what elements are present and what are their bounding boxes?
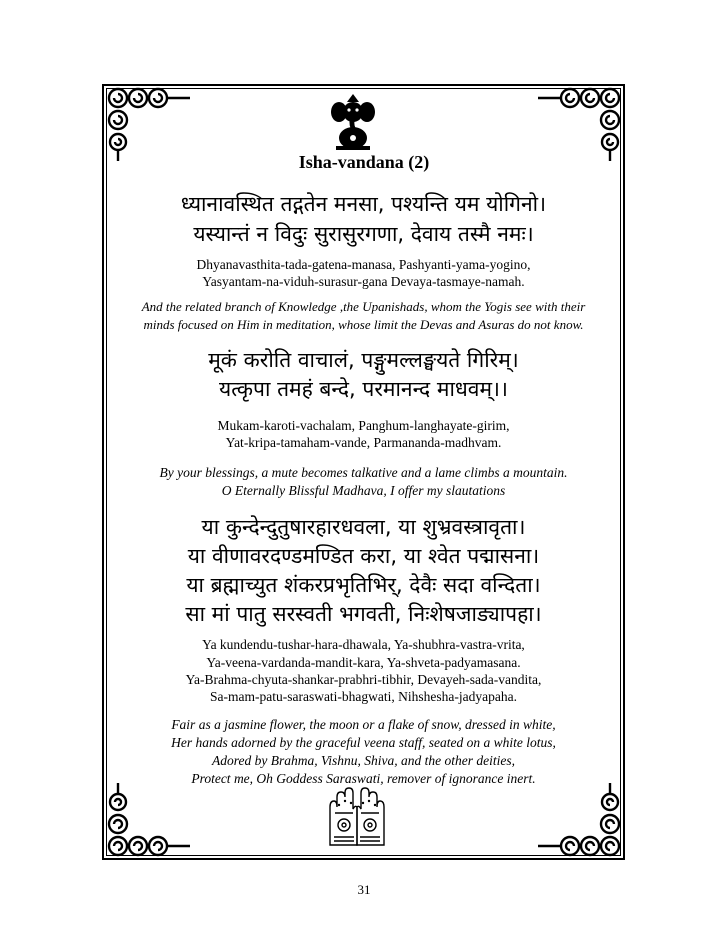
transliteration-line: Ya-veena-vardanda-mandit-kara, Ya-shveta-padyamasana. (206, 655, 521, 670)
verse-devanagari-line: यस्यान्तं न विदुः सुरासुरगणा, देवाय तस्मै नमः। (193, 222, 534, 246)
transliteration-line: Yat-kripa-tamaham-vande, Parmananda-madhvam. (225, 435, 502, 450)
ganesha-icon (328, 92, 378, 152)
page-title: Isha-vandana (2) (298, 152, 430, 172)
verse-devanagari-line: या ब्रह्माच्युत शंकरप्रभृतिभिर्, देवैः सदा वन्दिता। (186, 573, 541, 597)
verse-devanagari-line: या वीणावरदण्डमण्डित करा, या श्वेत पद्मासना। (187, 544, 540, 568)
praying-hands-icon (324, 785, 390, 847)
transliteration-line: Yasyantam-na-viduh-surasur-gana Devaya-tasmaye-namah. (202, 274, 525, 289)
translation-line: Her hands adorned by the graceful veena staff, seated on a white lotus, (171, 735, 556, 750)
verse-devanagari-line: मूकं करोति वाचालं, पङ्गुमल्लङ्घयते गिरिम्। (208, 348, 519, 372)
verse-devanagari-line: यत्कृपा तमहं बन्दे, परमानन्द माधवम्।। (219, 377, 508, 401)
translation-line: By your blessings, a mute becomes talkative and a lame climbs a mountain. (159, 465, 568, 480)
corner-swirl-icon (536, 782, 624, 858)
transliteration-line: Ya-Brahma-chyuta-shankar-prabhri-tibhir, Devayeh-sada-vandita, (185, 672, 542, 687)
translation-line: And the related branch of Knowledge ,the Upanishads, whom the Yogis see with their (141, 299, 586, 314)
page-number: 31 (357, 882, 371, 897)
transliteration-line: Ya kundendu-tushar-hara-dhawala, Ya-shubhra-vastra-vrita, (202, 637, 525, 652)
verse-devanagari-line: ध्यानावस्थित तद्गतेन मनसा, पश्यन्ति यम योगिनो। (180, 192, 547, 216)
transliteration-line: Dhyanavasthita-tada-gatena-manasa, Pashyanti-yama-yogino, (196, 257, 531, 272)
verse-devanagari-line: सा मां पातु सरस्वती भगवती, निःशेषजाड्यापहा। (185, 602, 542, 626)
translation-line: Fair as a jasmine flower, the moon or a flake of snow, dressed in white, (171, 717, 556, 732)
verse-devanagari-line: या कुन्देन्दुतुषारहारधवला, या शुभ्रवस्त्रावृता। (201, 515, 526, 539)
translation-line: O Eternally Blissful Madhava, I offer my slautations (221, 483, 506, 498)
translation-line: Protect me, Oh Goddess Saraswati, remover of ignorance inert. (191, 771, 536, 786)
transliteration-line: Sa-mam-patu-saraswati-bhagwati, Nihshesha-jadyapaha. (209, 689, 517, 704)
corner-swirl-icon (536, 86, 624, 162)
transliteration-line: Mukam-karoti-vachalam, Panghum-langhayate-girim, (217, 418, 510, 433)
translation-line: minds focused on Him in meditation, whose limit the Devas and Asuras do not know. (143, 317, 584, 332)
translation-line: Adored by Brahma, Vishnu, Shiva, and the other deities, (212, 753, 515, 768)
corner-swirl-icon (104, 86, 192, 162)
corner-swirl-icon (104, 782, 192, 858)
